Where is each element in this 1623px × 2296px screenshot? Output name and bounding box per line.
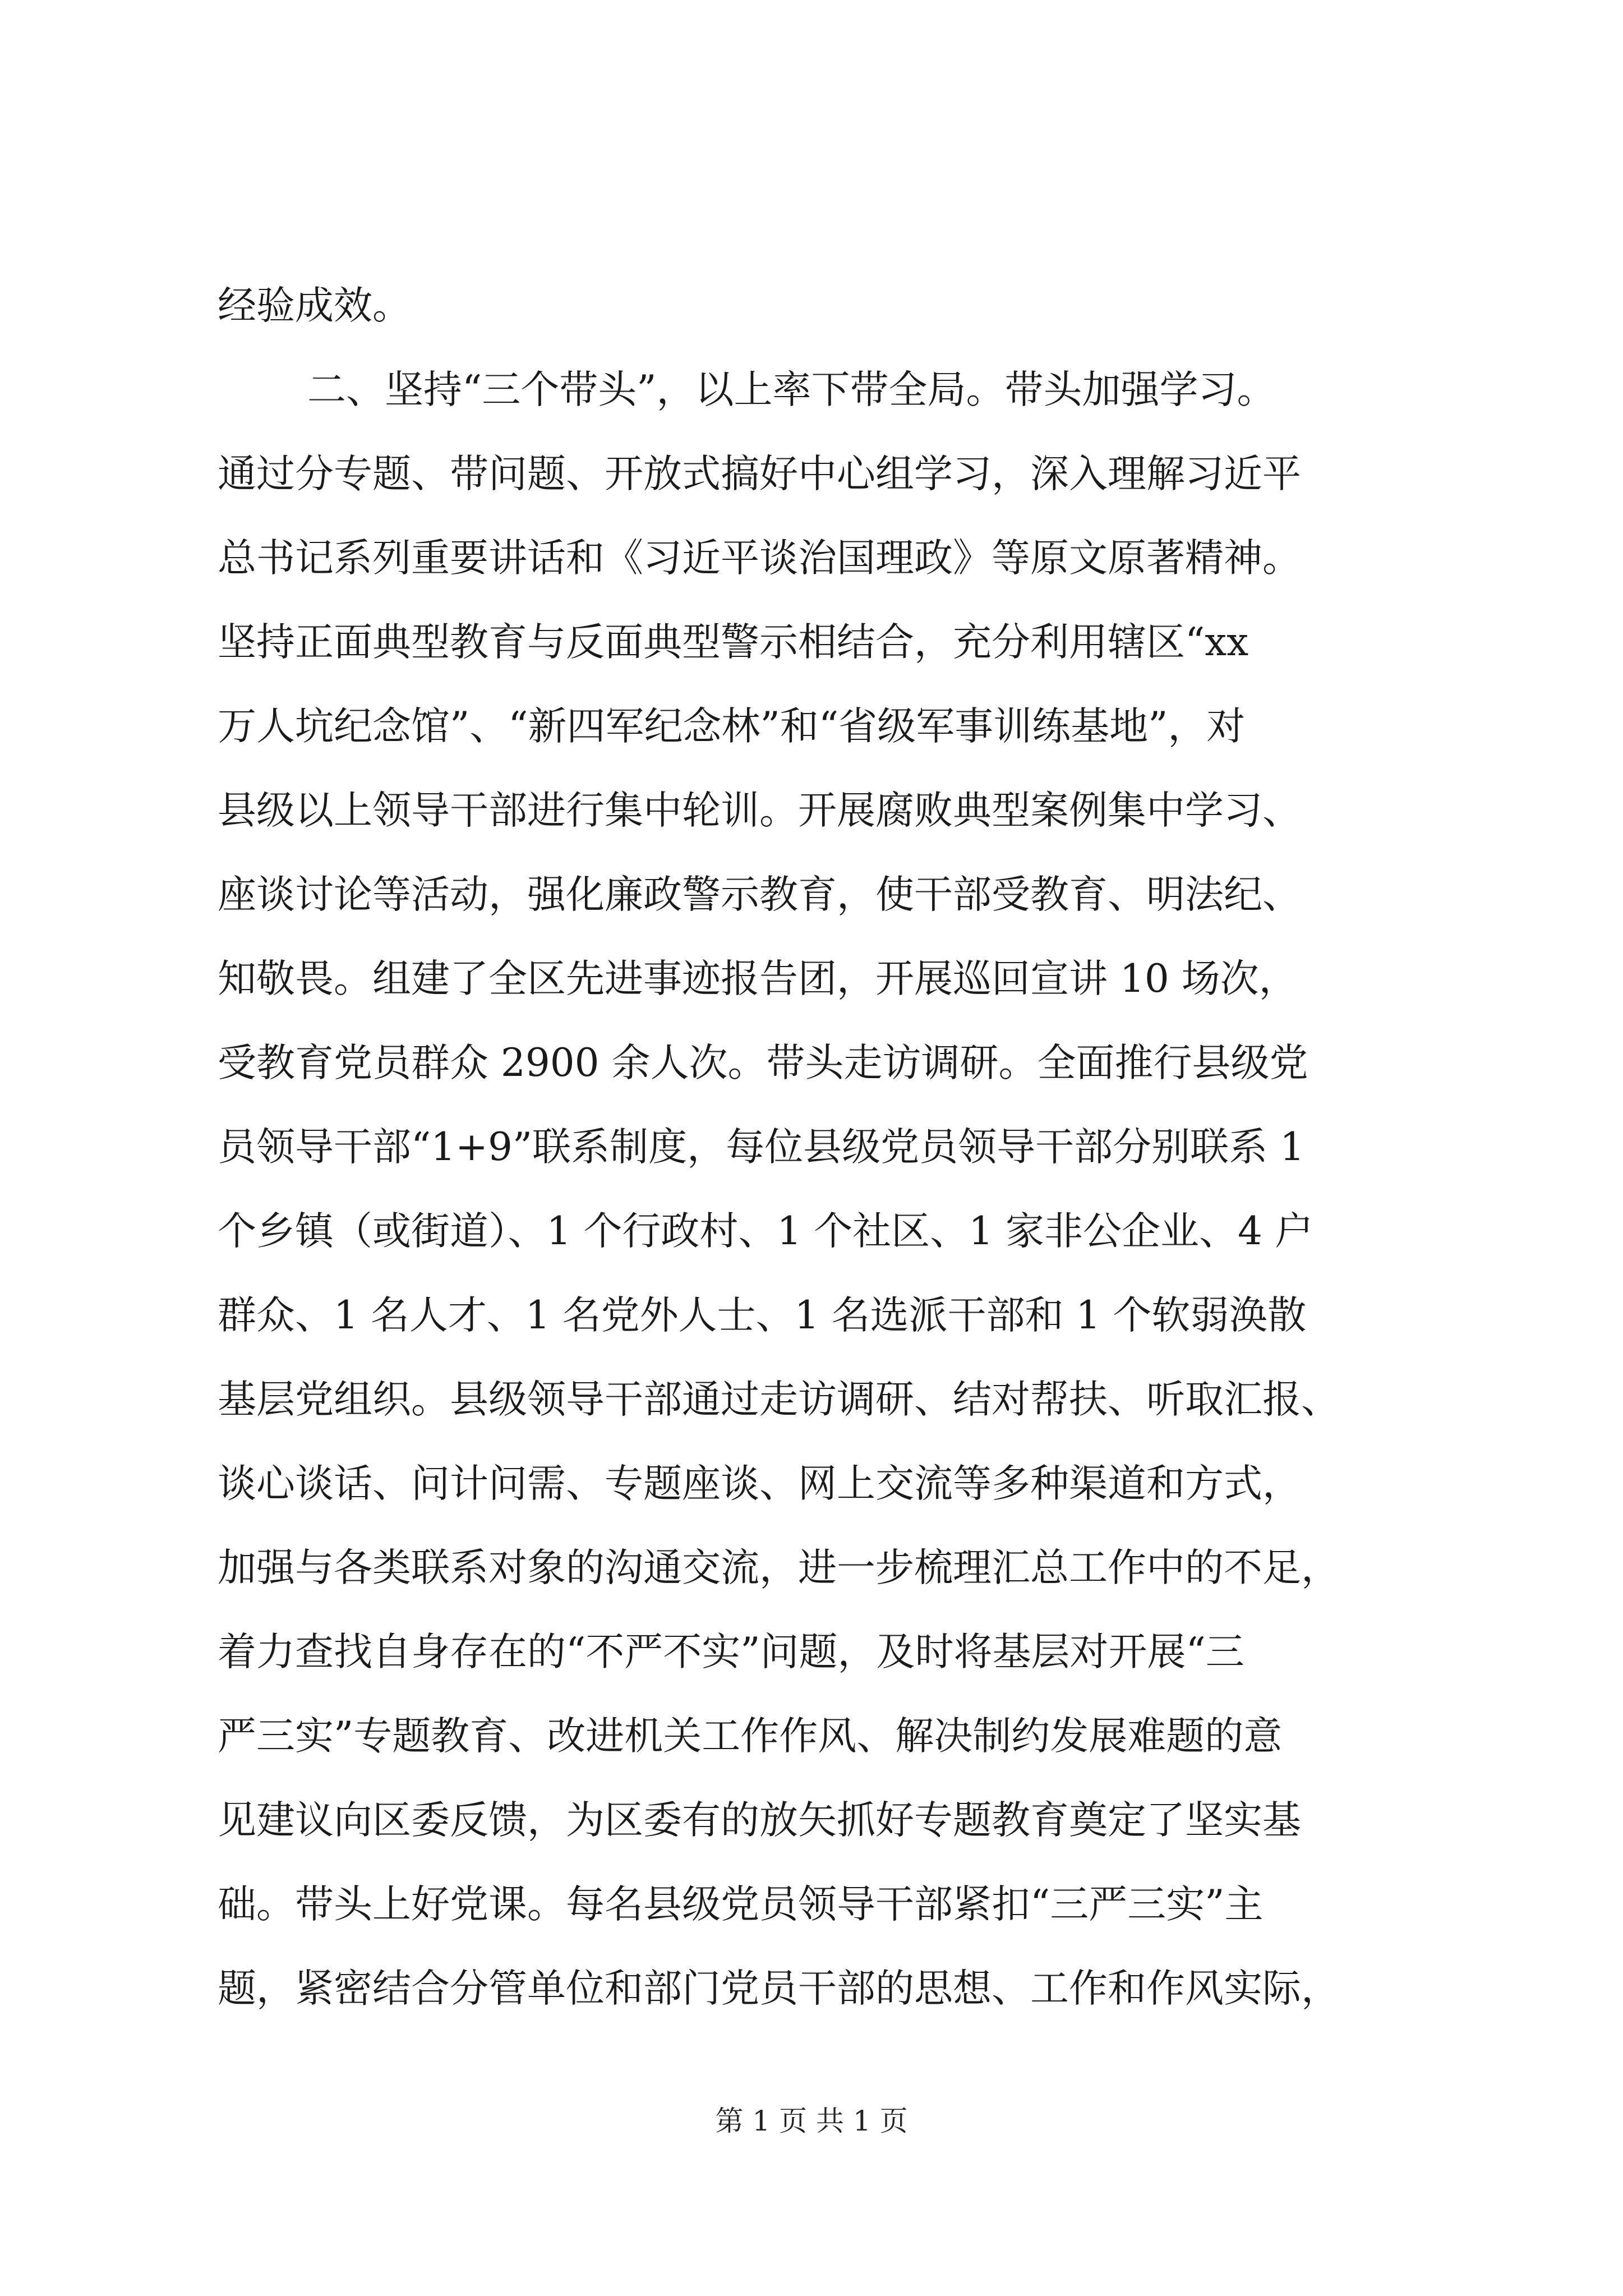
text-line: 经验成效。 bbox=[218, 283, 411, 328]
text-line: 严三实”专题教育、改进机关工作作风、解决制约发展难题的意 bbox=[218, 1714, 1283, 1759]
text-line: 通过分专题、带问题、开放式搞好中心组学习，深入理解习近平 bbox=[218, 452, 1301, 496]
text-line: 加强与各类联系对象的沟通交流，进一步梳理汇总工作中的不足， bbox=[218, 1545, 1340, 1590]
text-line: 群众、1 名人才、1 名党外人士、1 名选派干部和 1 个软弱涣散 bbox=[218, 1293, 1307, 1338]
text-line: 题，紧密结合分管单位和部门党员干部的思想、工作和作风实际， bbox=[218, 1966, 1340, 2011]
paragraph-heading-line: 二、坚持“三个带头”，以上率下带全局。带头加强学习。 bbox=[307, 367, 1276, 412]
text-line: 万人坑纪念馆”、“新四军纪念林”和“省级军事训练基地”，对 bbox=[218, 704, 1246, 749]
text-line: 员领导干部“1+9”联系制度，每位县级党员领导干部分别联系 1 bbox=[218, 1125, 1304, 1170]
text-line: 谈心谈话、问计问需、专题座谈、网上交流等多种渠道和方式， bbox=[218, 1461, 1301, 1506]
document-body bbox=[218, 264, 1418, 2031]
text-line: 县级以上领导干部进行集中轮训。开展腐败典型案例集中学习、 bbox=[218, 788, 1301, 833]
page-footer bbox=[0, 2101, 1623, 2141]
text-line: 受教育党员群众 2900 余人次。带头走访调研。全面推行县级党 bbox=[218, 1041, 1308, 1085]
text-line: 座谈讨论等活动，强化廉政警示教育，使干部受教育、明法纪、 bbox=[218, 872, 1301, 917]
page-number-label: 第 1 页 共 1 页 bbox=[715, 2105, 908, 2137]
text-line: 基层党组织。县级领导干部通过走访调研、结对帮扶、听取汇报、 bbox=[218, 1377, 1340, 1422]
text-line: 个乡镇（或街道）、1 个行政村、1 个社区、1 家非公企业、4 户 bbox=[218, 1209, 1313, 1254]
text-line: 着力查找自身存在的“不严不实”问题，及时将基层对开展“三 bbox=[218, 1630, 1244, 1674]
text-line: 知敬畏。组建了全区先进事迹报告团，开展巡回宣讲 10 场次， bbox=[218, 956, 1298, 1001]
text-line: 础。带头上好党课。每名县级党员领导干部紧扣“三严三实”主 bbox=[218, 1882, 1264, 1927]
text-line: 总书记系列重要讲话和《习近平谈治国理政》等原文原著精神。 bbox=[218, 536, 1301, 581]
text-line: 见建议向区委反馈，为区委有的放矢抓好专题教育奠定了坚实基 bbox=[218, 1798, 1301, 1843]
text-line: 坚持正面典型教育与反面典型警示相结合，充分利用辖区“xx bbox=[218, 620, 1249, 665]
